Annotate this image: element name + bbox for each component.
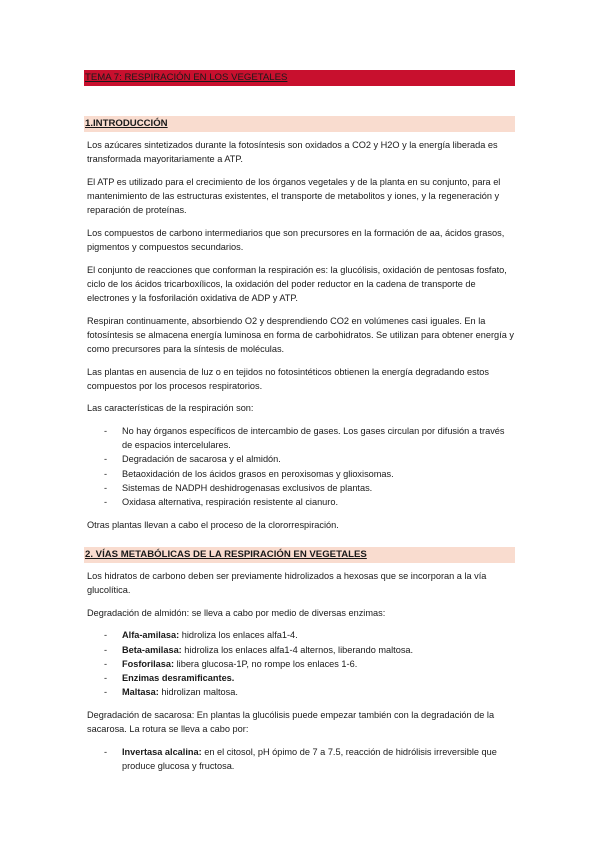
paragraph: Respiran continuamente, absorbiendo O2 y desprendiendo CO2 en volúmenes casi iguales. En la fotosíntesis se almacena energía luminosa en forma de carbohidratos. Se utilizan para obtener energía y como precursores para la síntesis de moléculas. bbox=[87, 315, 514, 354]
dash-bullet: - bbox=[104, 687, 108, 698]
enzyme-description: en el citosol, pH ópimo de 7 a 7.5, reacción de hidrólisis irreversible que produce glucosa y fructosa. bbox=[122, 746, 497, 771]
list-item-text: No hay órganos específicos de intercambio de gases. Los gases circulan por difusión a través de espacios intercelulares. bbox=[122, 425, 505, 451]
sucrose-enzymes-list bbox=[87, 745, 515, 773]
list-item-text: Oxidasa alternativa, respiración resistente al cianuro. bbox=[122, 497, 339, 507]
list-item-text: Betaoxidación de los ácidos grasos en peroxisomas y glioxisomas. bbox=[122, 468, 394, 479]
list-item bbox=[87, 657, 515, 671]
paragraph: Los azúcares sintetizados durante la fotosíntesis son oxidados a CO2 y H2O y la energía liberada es transformada mayoritariamente a ATP. bbox=[87, 140, 498, 165]
paragraph: Las características de la respiración son: bbox=[87, 403, 254, 414]
enzyme-term: Enzimas desramificantes. bbox=[122, 673, 235, 683]
dash-bullet: - bbox=[104, 454, 108, 465]
list-item bbox=[87, 685, 515, 699]
list-item bbox=[87, 481, 515, 495]
list-item bbox=[87, 495, 515, 509]
paragraph: Degradación de almidón: se lleva a cabo por medio de diversas enzimas: bbox=[87, 607, 386, 618]
enzyme-description: hidrolizan maltosa. bbox=[158, 687, 238, 698]
list-item bbox=[87, 628, 515, 642]
list-item bbox=[87, 424, 515, 452]
dash-bullet: - bbox=[104, 673, 108, 683]
list-item-text: Degradación de sacarosa y el almidón. bbox=[122, 454, 281, 465]
paragraph: El conjunto de reacciones que conforman la respiración es: la glucólisis, oxidación de pentosas fosfato, ciclo de los ácidos tricarboxílicos, la oxidación del poder reductor en la cadena de transporte de electrones y la fosforilación oxidativa de ADP y ATP. bbox=[87, 264, 507, 303]
section-heading-vias-metabolicas: 2. VÍAS METABÓLICAS DE LA RESPIRACIÓN EN VEGETALES bbox=[84, 547, 515, 563]
enzyme-term: Alfa-amilasa: bbox=[122, 630, 180, 641]
starch-enzymes-list bbox=[87, 628, 515, 699]
dash-bullet: - bbox=[104, 630, 108, 641]
dash-bullet: - bbox=[104, 482, 108, 493]
paragraph: Los compuestos de carbono intermediarios que son precursores en la formación de aa, ácidos grasos, pigmentos y compuestos secundarios. bbox=[87, 227, 505, 252]
section-body-vias-metabolicas bbox=[87, 569, 515, 781]
document-title: TEMA 7: RESPIRACIÓN EN LOS VEGETALES bbox=[84, 70, 515, 86]
list-item-text: Sistemas de NADPH deshidrogenasas exclusivos de plantas. bbox=[122, 482, 373, 493]
enzyme-term: Beta-amilasa: bbox=[122, 644, 182, 655]
list-item bbox=[87, 467, 515, 481]
list-item bbox=[87, 452, 515, 466]
paragraph: Otras plantas llevan a cabo el proceso de la clororrespiración. bbox=[87, 519, 339, 530]
dash-bullet: - bbox=[104, 425, 108, 436]
dash-bullet: - bbox=[104, 658, 108, 669]
characteristics-list bbox=[87, 424, 515, 509]
dash-bullet: - bbox=[104, 468, 108, 479]
enzyme-description: hidroliza los enlaces alfa1-4. bbox=[179, 630, 298, 641]
paragraph: El ATP es utilizado para el crecimiento de los órganos vegetales y de la planta en su conjunto, para el mantenimiento de las estructuras existentes, el transporte de metabolitos y iones, y la regeneración y reparación de proteínas. bbox=[87, 176, 501, 216]
list-item bbox=[87, 671, 515, 685]
enzyme-description: hidroliza los enlaces alfa1-4 alternos, liberando maltosa. bbox=[181, 644, 414, 655]
enzyme-term: Invertasa alcalina: bbox=[122, 746, 202, 757]
dash-bullet: - bbox=[104, 746, 108, 757]
paragraph: Las plantas en ausencia de luz o en tejidos no fotosintéticos obtienen la energía degradando estos compuestos por los procesos respiratorios. bbox=[87, 366, 489, 391]
section-body-introduccion bbox=[87, 138, 515, 540]
list-item bbox=[87, 745, 515, 773]
section-heading-introduccion: 1.INTRODUCCIÓN bbox=[84, 116, 515, 132]
enzyme-term: Maltasa: bbox=[122, 687, 159, 698]
paragraph: Los hidratos de carbono deben ser previamente hidrolizados a hexosas que se incorporan a la vía glucolítica. bbox=[87, 571, 487, 596]
paragraph: Degradación de sacarosa: En plantas la glucólisis puede empezar también con la degradación de la sacarosa. La rotura se lleva a cabo por: bbox=[87, 709, 495, 734]
dash-bullet: - bbox=[104, 497, 108, 507]
list-item bbox=[87, 643, 515, 657]
enzyme-term: Fosforilasa: bbox=[122, 658, 175, 669]
enzyme-description: libera glucosa-1P, no rompe los enlaces 1-6. bbox=[174, 658, 358, 669]
dash-bullet: - bbox=[104, 644, 108, 655]
